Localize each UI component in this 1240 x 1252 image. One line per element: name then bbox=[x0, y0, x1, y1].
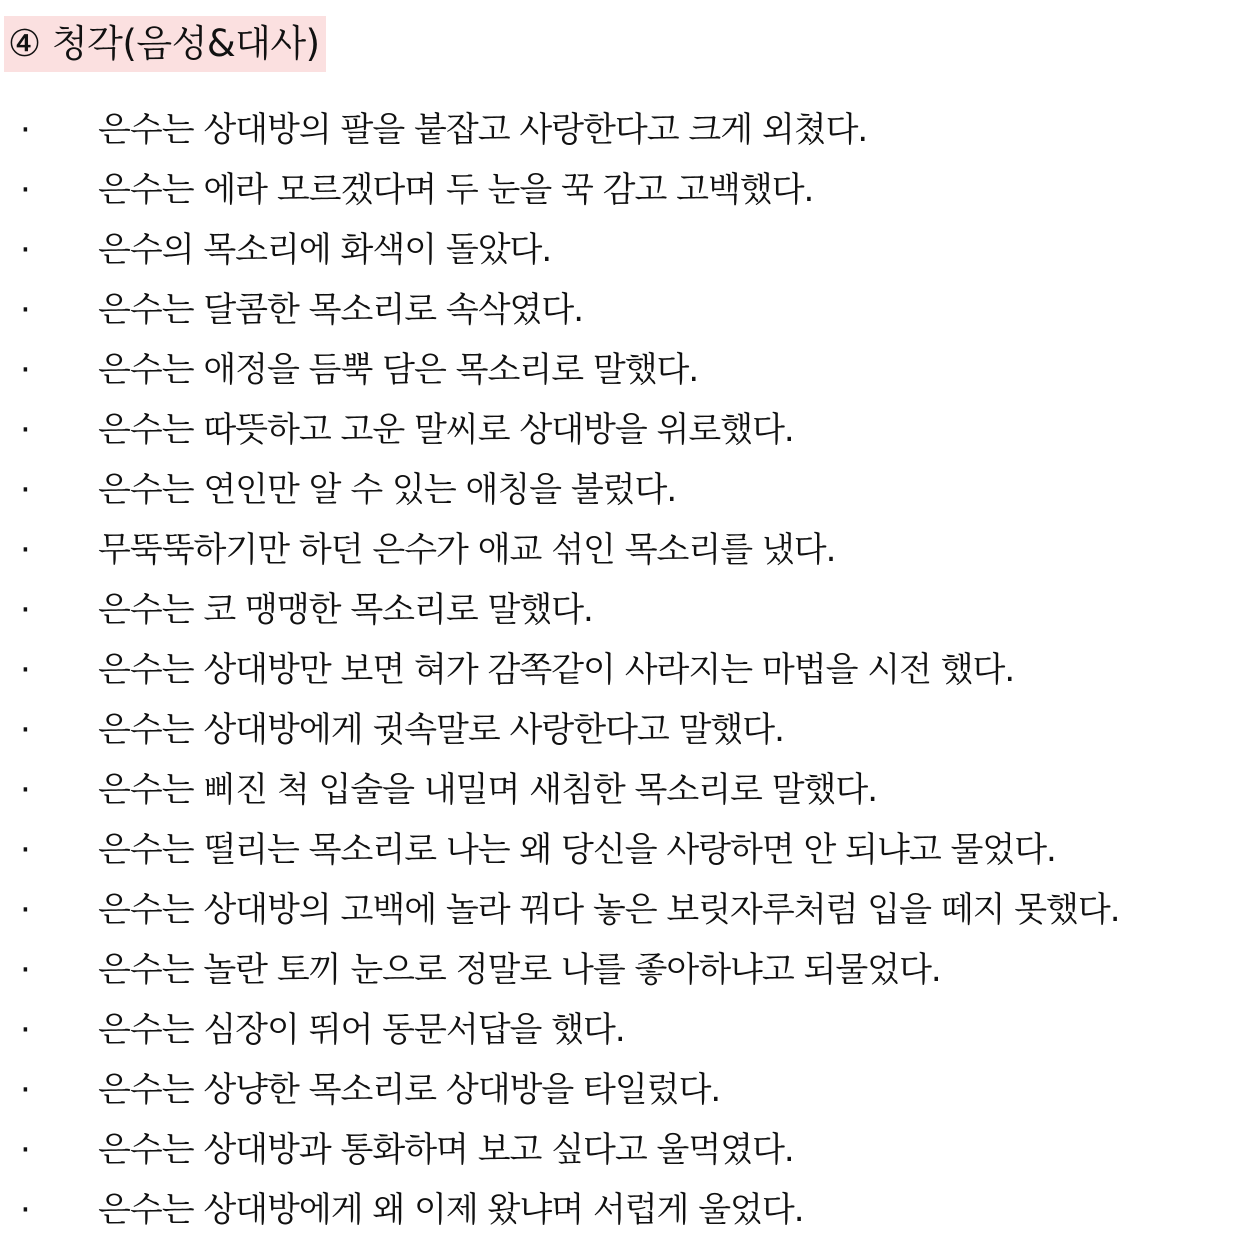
list-item bbox=[0, 1120, 1240, 1180]
bullet-dot: · bbox=[20, 290, 31, 330]
list-item bbox=[0, 460, 1240, 520]
list-item bbox=[0, 1180, 1240, 1240]
list-item-text: 은수는 상대방에게 왜 이제 왔냐며 서럽게 울었다. bbox=[98, 1190, 804, 1230]
bullet-dot: · bbox=[20, 350, 31, 390]
list-item bbox=[0, 220, 1240, 280]
list-item-text: 은수는 상대방의 팔을 붙잡고 사랑한다고 크게 외쳤다. bbox=[98, 110, 868, 150]
list-item bbox=[0, 880, 1240, 940]
bullet-dot: · bbox=[20, 770, 31, 810]
list-item bbox=[0, 1060, 1240, 1120]
list-item-text: 은수는 삐진 척 입술을 내밀며 새침한 목소리로 말했다. bbox=[98, 770, 878, 810]
list-item-text: 은수는 애정을 듬뿍 담은 목소리로 말했다. bbox=[98, 350, 699, 390]
list-item bbox=[0, 580, 1240, 640]
list-item-text: 은수는 상대방의 고백에 놀라 꿔다 놓은 보릿자루처럼 입을 떼지 못했다. bbox=[98, 890, 1120, 930]
bullet-dot: · bbox=[20, 230, 31, 270]
bullet-dot: · bbox=[20, 110, 31, 150]
list-item-text: 은수는 달콤한 목소리로 속삭였다. bbox=[98, 290, 584, 330]
bullet-dot: · bbox=[20, 410, 31, 450]
section-heading bbox=[4, 16, 326, 72]
list-item-text: 은수는 심장이 뛰어 동문서답을 했다. bbox=[98, 1010, 625, 1050]
list-item-text: 은수는 놀란 토끼 눈으로 정말로 나를 좋아하냐고 되물었다. bbox=[98, 950, 941, 990]
bullet-dot: · bbox=[20, 710, 31, 750]
section-heading-text: ④ 청각(음성&대사) bbox=[8, 22, 320, 65]
list-item-text: 은수는 떨리는 목소리로 나는 왜 당신을 사랑하면 안 되냐고 물었다. bbox=[98, 830, 1056, 870]
bullet-dot: · bbox=[20, 830, 31, 870]
list-item-text: 은수는 상냥한 목소리로 상대방을 타일렀다. bbox=[98, 1070, 721, 1110]
sentence-list bbox=[0, 100, 1240, 1240]
list-item bbox=[0, 160, 1240, 220]
list-item bbox=[0, 1000, 1240, 1060]
list-item bbox=[0, 340, 1240, 400]
list-item bbox=[0, 280, 1240, 340]
bullet-dot: · bbox=[20, 650, 31, 690]
list-item bbox=[0, 640, 1240, 700]
list-item bbox=[0, 820, 1240, 880]
list-item-text: 은수는 상대방만 보면 혀가 감쪽같이 사라지는 마법을 시전 했다. bbox=[98, 650, 1015, 690]
list-item-text: 은수는 상대방에게 귓속말로 사랑한다고 말했다. bbox=[98, 710, 784, 750]
list-item-text: 은수는 코 맹맹한 목소리로 말했다. bbox=[98, 590, 593, 630]
list-item-text: 은수의 목소리에 화색이 돌았다. bbox=[98, 230, 552, 270]
list-item-text: 은수는 따뜻하고 고운 말씨로 상대방을 위로했다. bbox=[98, 410, 794, 450]
list-item-text: 은수는 상대방과 통화하며 보고 싶다고 울먹였다. bbox=[98, 1130, 794, 1170]
bullet-dot: · bbox=[20, 1070, 31, 1110]
list-item bbox=[0, 760, 1240, 820]
bullet-dot: · bbox=[20, 890, 31, 930]
list-item-text: 무뚝뚝하기만 하던 은수가 애교 섞인 목소리를 냈다. bbox=[98, 530, 836, 570]
bullet-dot: · bbox=[20, 1010, 31, 1050]
bullet-dot: · bbox=[20, 950, 31, 990]
list-item bbox=[0, 400, 1240, 460]
list-item bbox=[0, 700, 1240, 760]
list-item bbox=[0, 100, 1240, 160]
bullet-dot: · bbox=[20, 590, 31, 630]
bullet-dot: · bbox=[20, 1130, 31, 1170]
list-item-text: 은수는 연인만 알 수 있는 애칭을 불렀다. bbox=[98, 470, 677, 510]
list-item bbox=[0, 520, 1240, 580]
bullet-dot: · bbox=[20, 530, 31, 570]
list-item bbox=[0, 940, 1240, 1000]
bullet-dot: · bbox=[20, 1190, 31, 1230]
bullet-dot: · bbox=[20, 470, 31, 510]
bullet-dot: · bbox=[20, 170, 31, 210]
list-item-text: 은수는 에라 모르겠다며 두 눈을 꾹 감고 고백했다. bbox=[98, 170, 814, 210]
